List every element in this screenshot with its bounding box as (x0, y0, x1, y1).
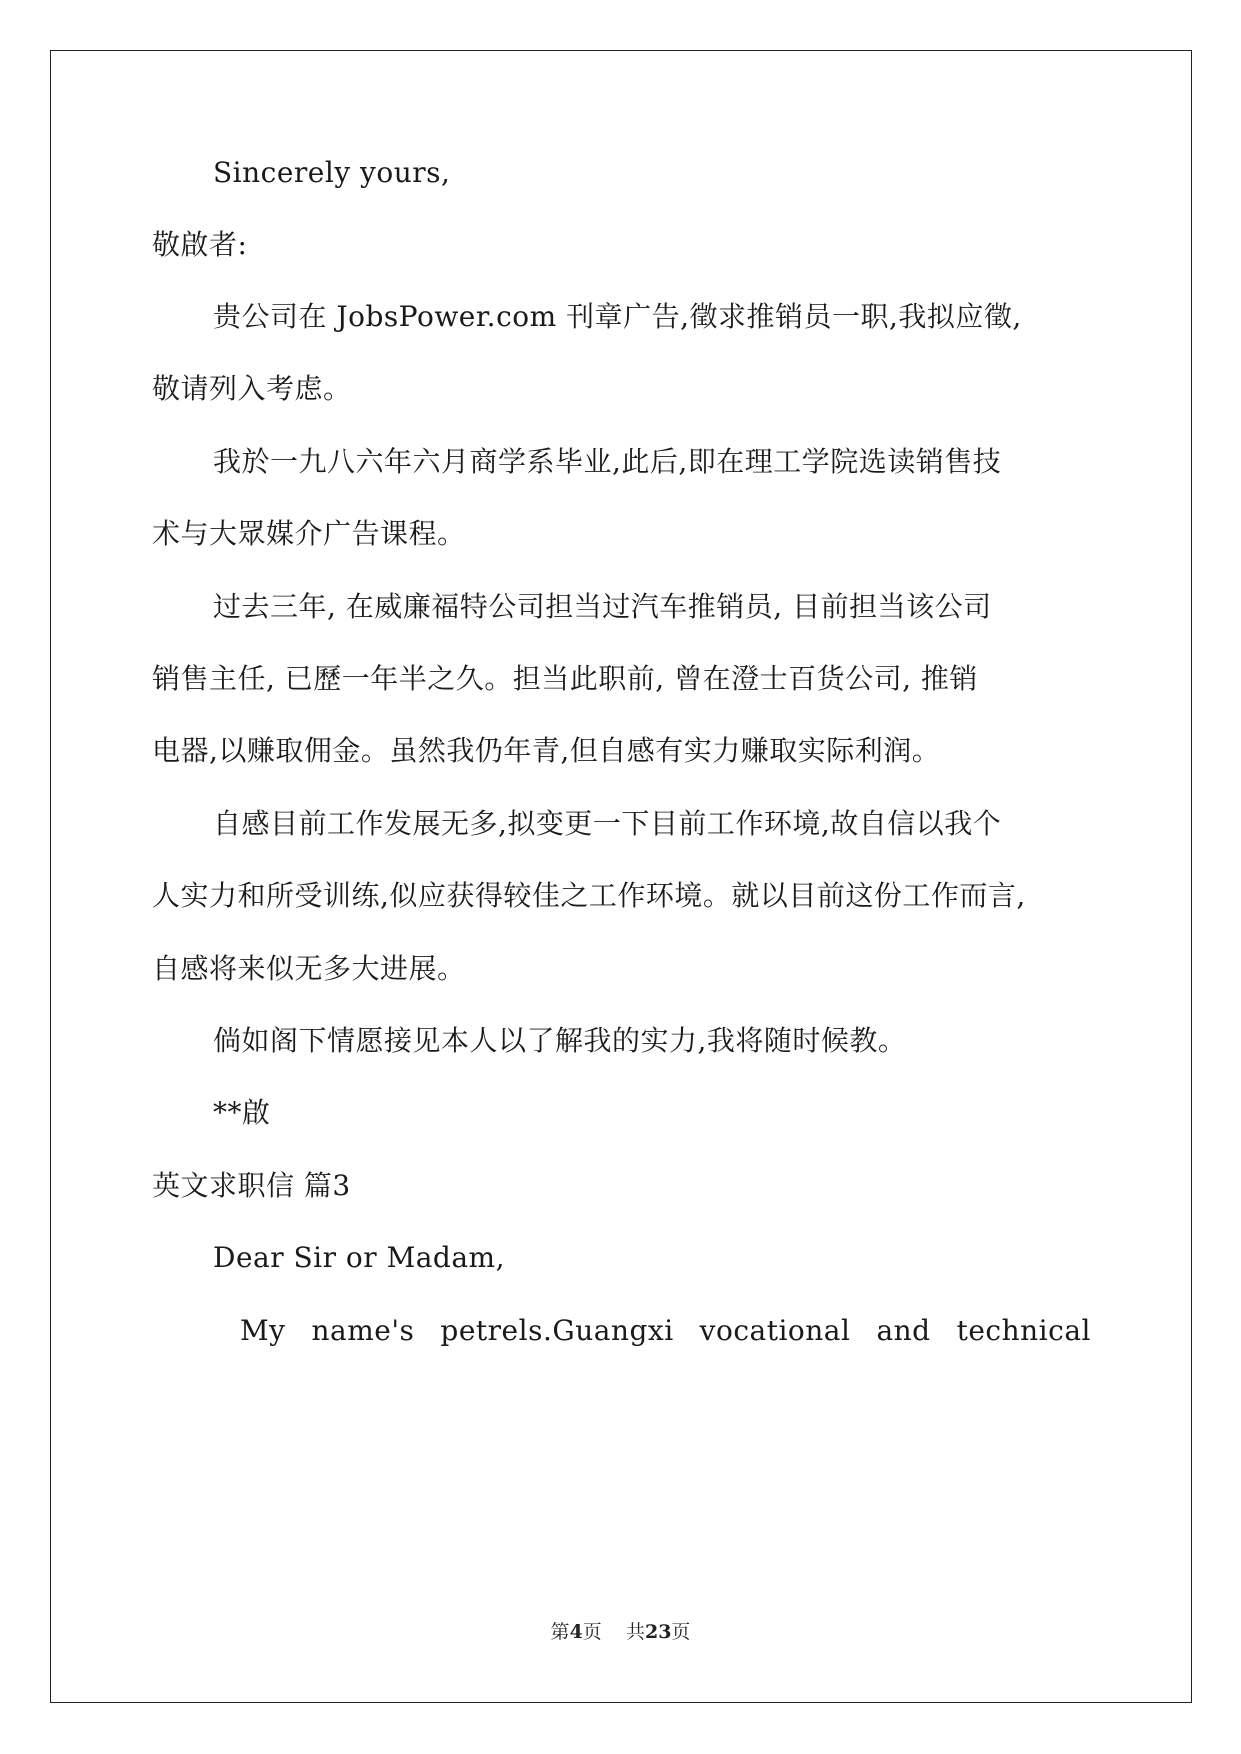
word: name's (311, 1314, 415, 1347)
footer-suffix: 页 (671, 1621, 691, 1643)
word: petrels.Guangxi (440, 1314, 674, 1347)
paragraph-line: 自感将来似无多大进展。 (152, 952, 466, 985)
section-heading: 英文求职信 篇3 (152, 1169, 351, 1202)
paragraph-line: 我於一九八六年六月商学系毕业,此后,即在理工学院选读销售技 (213, 445, 1002, 478)
closing-line: Sincerely yours, (213, 156, 451, 189)
paragraph-line: 敬请列入考虑。 (152, 372, 352, 405)
word: My (240, 1314, 286, 1347)
paragraph-line: 人实力和所受训练,似应获得较佳之工作环境。就以目前这份工作而言, (152, 879, 1026, 912)
current-page-number: 4 (569, 1621, 583, 1643)
total-page-number: 23 (644, 1621, 672, 1643)
paragraph-line: 销售主任, 已歷一年半之久。担当此职前, 曾在澄士百货公司, 推销 (152, 662, 978, 695)
page-border (50, 50, 1192, 1703)
paragraph-line: 电器,以赚取佣金。虽然我仍年青,但自感有实力赚取实际利润。 (152, 734, 941, 767)
word: technical (956, 1314, 1091, 1347)
word: vocational (699, 1314, 851, 1347)
page-footer (0, 1620, 1241, 1644)
paragraph-line: 倘如阁下情愿接见本人以了解我的实力,我将随时候教。 (213, 1024, 907, 1057)
justified-paragraph-line (240, 1313, 1091, 1349)
word: and (876, 1314, 931, 1347)
paragraph-line: 术与大眾媒介广告课程。 (152, 517, 466, 550)
english-salutation: Dear Sir or Madam, (213, 1241, 505, 1274)
footer-prefix: 第 (550, 1621, 570, 1643)
paragraph-line: 贵公司在 JobsPower.com 刊章广告,徵求推销员一职,我拟应徵, (213, 300, 1022, 333)
footer-mid: 页 共 (582, 1621, 645, 1643)
paragraph-line: 过去三年, 在威廉福特公司担当过汽车推销员, 目前担当该公司 (213, 590, 992, 623)
salutation: 敬啟者: (152, 228, 248, 261)
paragraph-line: 自感目前工作发展无多,拟变更一下目前工作环境,故自信以我个 (213, 807, 1002, 840)
closing-mark: **啟 (213, 1096, 271, 1129)
